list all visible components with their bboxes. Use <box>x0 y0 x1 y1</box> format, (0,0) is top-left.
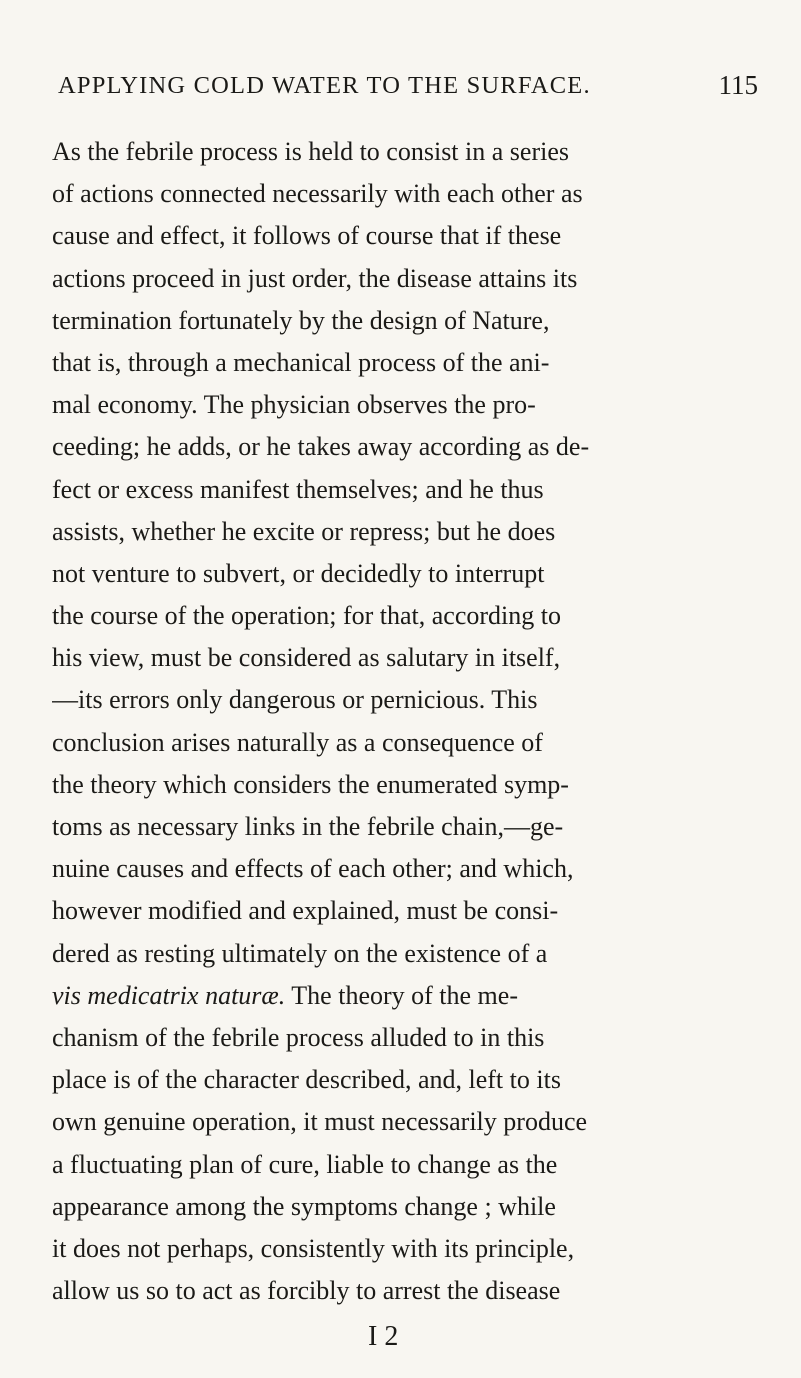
text-line: toms as necessary links in the febrile chain,—ge- <box>52 812 564 841</box>
text-line: nuine causes and effects of each other; and which, <box>52 854 574 884</box>
body-text <box>52 131 762 1312</box>
text-line: appearance among the symptoms change ; while <box>52 1191 556 1221</box>
signature-mark: I 2 <box>368 1321 399 1352</box>
text-line: not venture to subvert, or decidedly to interrupt <box>52 558 545 588</box>
text-line: ceeding; he adds, or he takes away according as de- <box>52 432 590 462</box>
text-line: own genuine operation, it must necessarily produce <box>52 1107 588 1137</box>
text-line: —its errors only dangerous or pernicious. This <box>52 685 538 715</box>
text-line: mal economy. The physician observes the pro- <box>52 390 536 420</box>
text-line: assists, whether he excite or repress; but he does <box>52 516 556 546</box>
running-title: APPLYING COLD WATER TO THE SURFACE. <box>58 72 591 99</box>
text-line: As the febrile process is held to consist in a series <box>52 137 569 166</box>
text-line: however modified and explained, must be consi- <box>52 896 559 926</box>
text-line: cause and effect, it follows of course that if these <box>52 221 562 251</box>
text-line: it does not perhaps, consistently with its principle, <box>52 1233 575 1263</box>
text-line: the course of the operation; for that, according to <box>52 601 561 631</box>
text-line: fect or excess manifest themselves; and he thus <box>52 474 544 504</box>
text-line: his view, must be considered as salutary in itself, <box>52 643 561 673</box>
text-line: actions proceed in just order, the disease attains its <box>52 263 578 293</box>
text-line: a fluctuating plan of cure, liable to change as the <box>52 1149 558 1179</box>
text-line: of actions connected necessarily with each other as <box>52 179 583 209</box>
text-line: allow us so to act as forcibly to arrest the disease <box>52 1276 561 1306</box>
text-line: place is of the character described, and, left to its <box>52 1065 561 1095</box>
latin-phrase: vis medicatrix naturæ. <box>52 980 286 1010</box>
text-line: dered as resting ultimately on the existence of a <box>52 938 548 968</box>
text-line: termination fortunately by the design of Nature, <box>52 305 550 335</box>
running-head <box>58 72 758 108</box>
text-line: conclusion arises naturally as a consequence of <box>52 727 543 757</box>
text-line: that is, through a mechanical process of the ani- <box>52 347 550 377</box>
text-line: the theory which considers the enumerated symp- <box>52 769 569 799</box>
text-line: chanism of the febrile process alluded to in this <box>52 1022 545 1052</box>
text-line-latin <box>52 975 762 1017</box>
page-number: 115 <box>718 70 758 100</box>
text-line-rest: The theory of the me- <box>285 980 518 1010</box>
